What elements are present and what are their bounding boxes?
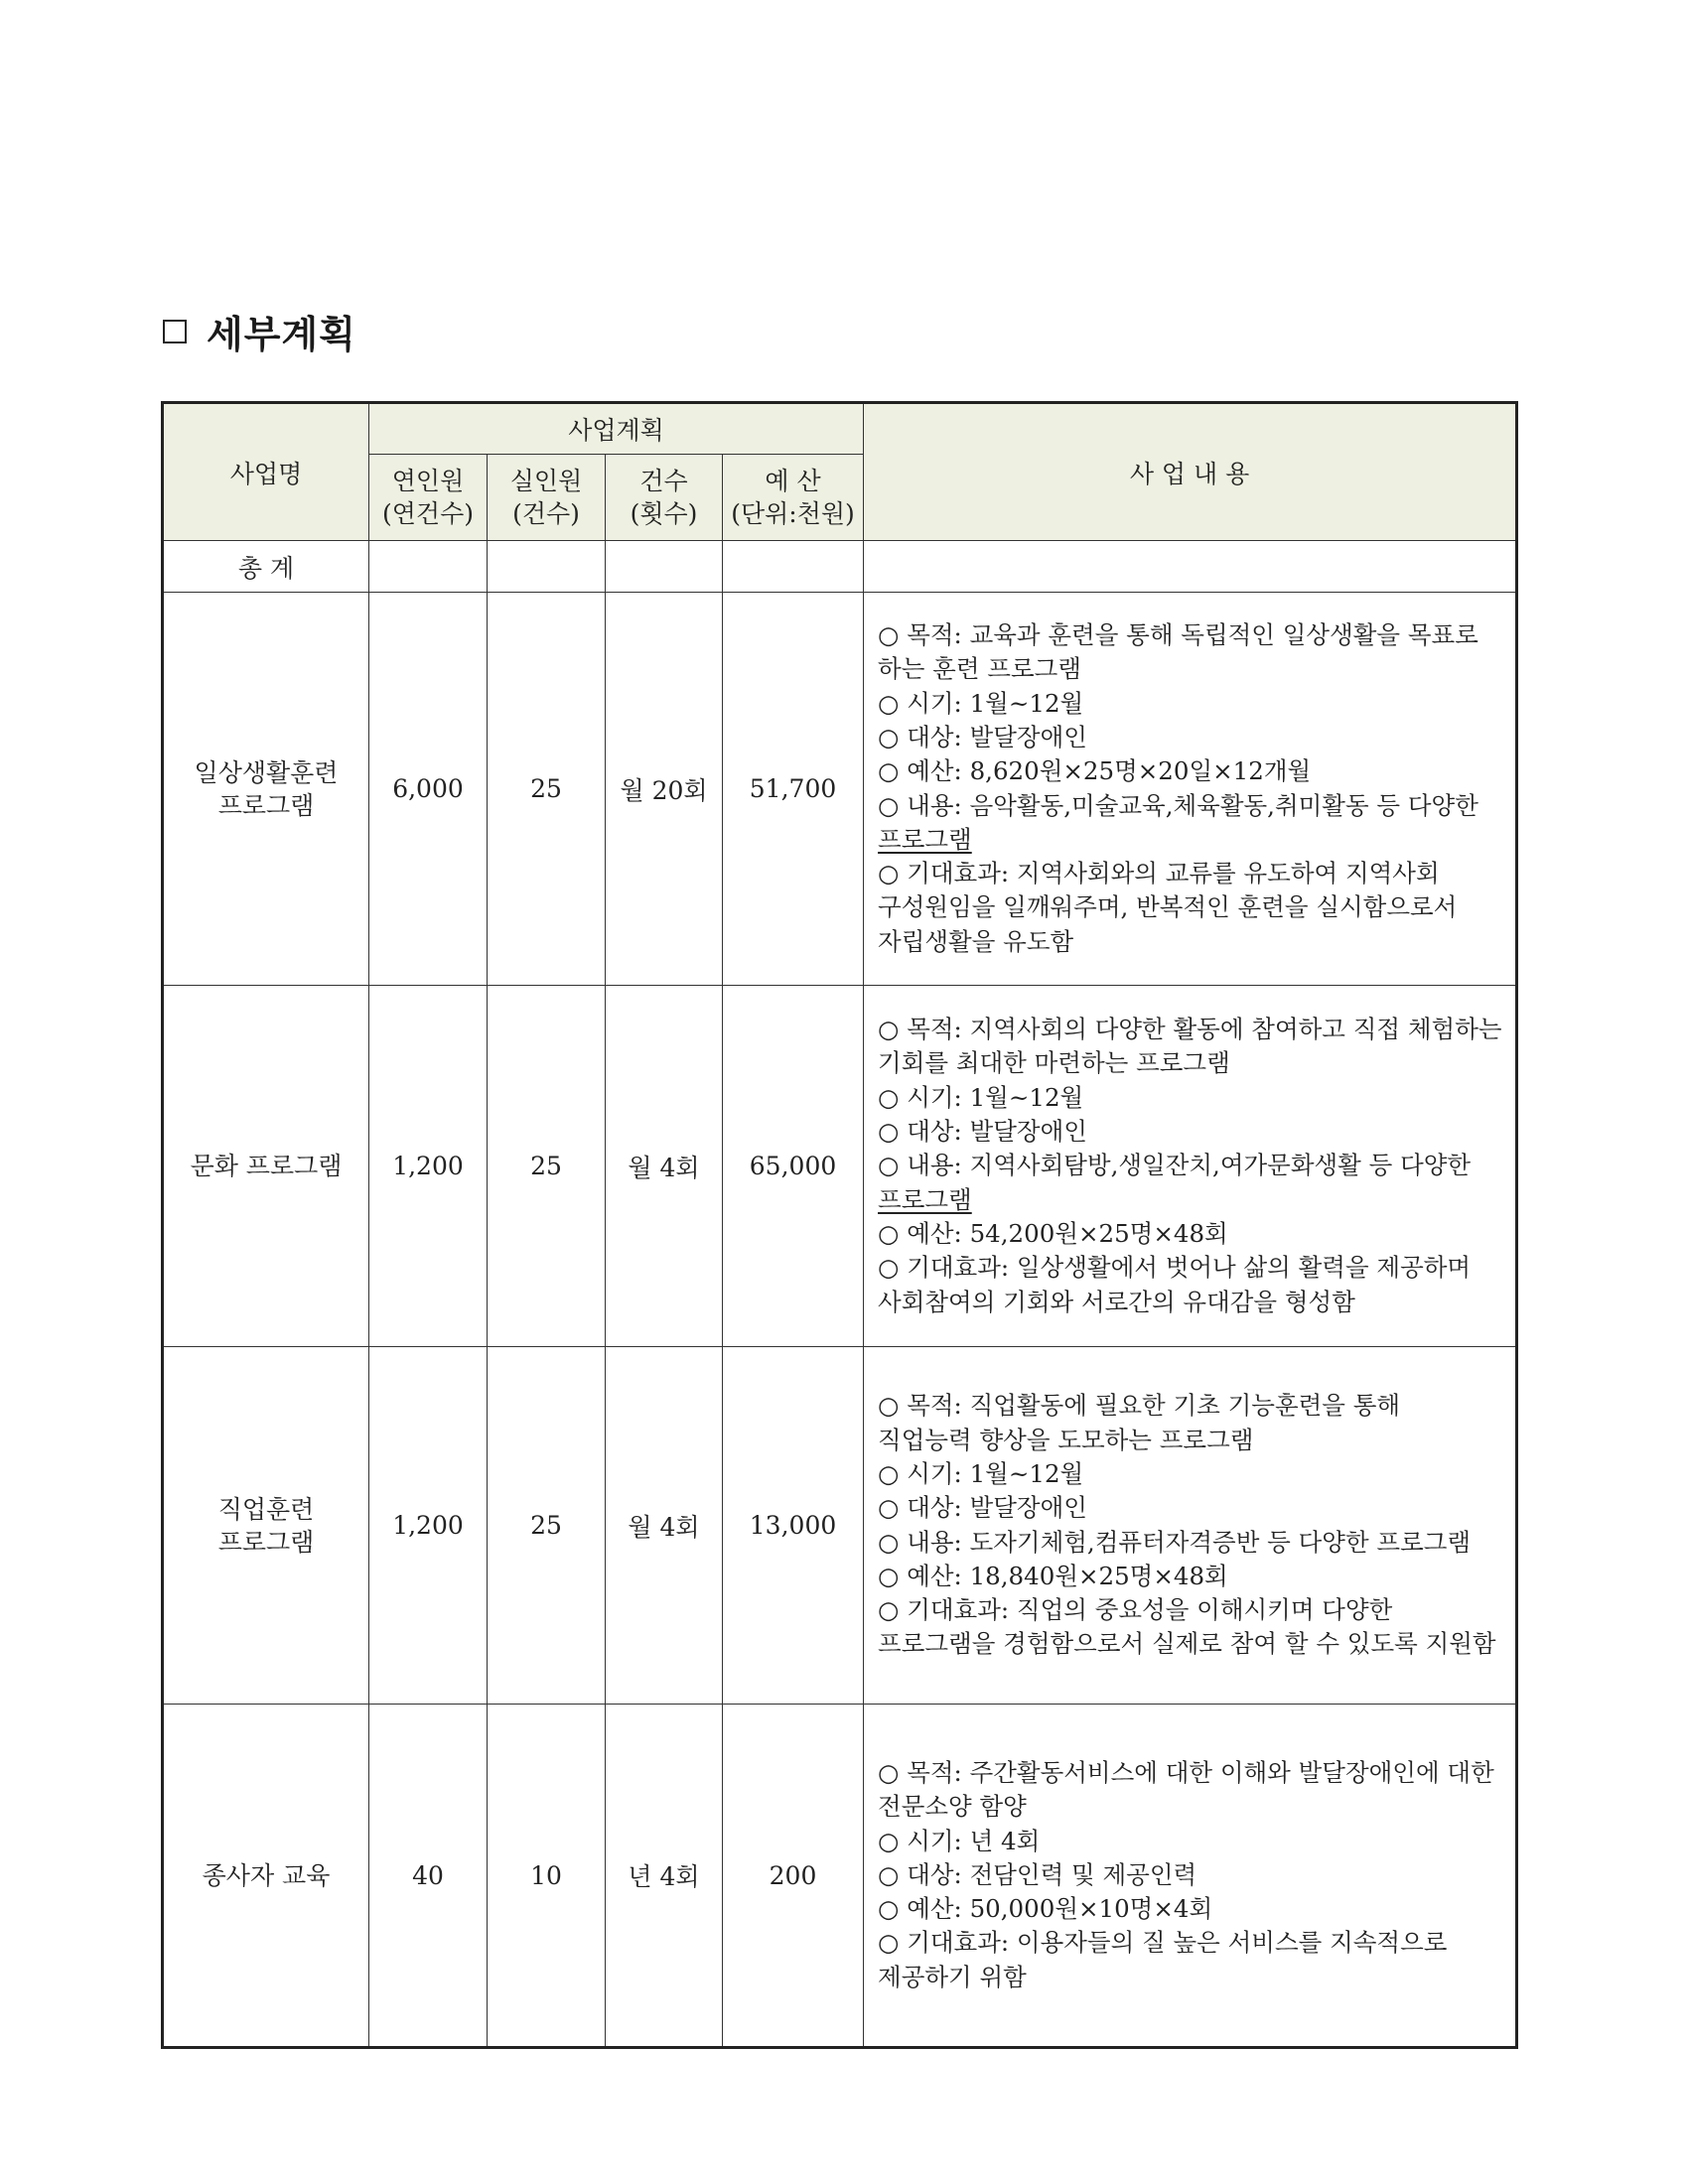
content-line: ○ 대상: 전담인력 및 제공인력 (878, 1859, 1197, 1889)
content-line: ○ 대상: 발달장애인 (878, 1117, 1087, 1147)
content-line: 제공하기 위함 (878, 1962, 1027, 1991)
header-annual-people: 연인원 (연건수) (369, 455, 488, 541)
budget: 13,000 (723, 1347, 864, 1705)
content-line: 하는 훈련 프로그램 (878, 654, 1081, 684)
content-line: ○ 내용: 도자기체험,컴퓨터자격증반 등 다양한 프로그램 (878, 1527, 1472, 1557)
content-line: 프로그램 (878, 1184, 972, 1214)
table-row (163, 986, 1517, 1347)
total-content (864, 541, 1517, 593)
count: 월 4회 (606, 986, 723, 1347)
table-row (163, 593, 1517, 986)
detailed-plan-table (161, 401, 1518, 2049)
header-plan-group: 사업계획 (369, 403, 864, 455)
content-line: 프로그램을 경험함으로서 실제로 참여 할 수 있도록 지원함 (878, 1629, 1496, 1659)
content-line: ○ 기대효과: 지역사회와의 교류를 유도하여 지역사회 (878, 859, 1440, 888)
table-row (163, 1347, 1517, 1705)
count: 월 4회 (606, 1347, 723, 1705)
program-name: 문화 프로그램 (163, 986, 369, 1347)
content-line: ○ 내용: 지역사회탐방,생일잔치,여가문화생활 등 다양한 (878, 1151, 1472, 1180)
total-actual (488, 541, 606, 593)
program-content (864, 1705, 1517, 2048)
content-line: ○ 대상: 발달장애인 (878, 722, 1087, 751)
actual-people: 25 (488, 1347, 606, 1705)
content-line: ○ 기대효과: 이용자들의 질 높은 서비스를 지속적으로 (878, 1928, 1448, 1958)
content-line: ○ 예산: 54,200원×25명×48회 (878, 1218, 1228, 1248)
content-line: ○ 예산: 18,840원×25명×48회 (878, 1561, 1228, 1590)
content-line: ○ 시기: 1월~12월 (878, 688, 1084, 718)
header-actual-people: 실인원 (건수) (488, 455, 606, 541)
program-content (864, 1347, 1517, 1705)
section-title: 세부계획 (207, 313, 356, 356)
content-line: ○ 대상: 발달장애인 (878, 1493, 1087, 1523)
content-line: ○ 시기: 년 4회 (878, 1826, 1041, 1855)
content-line: 직업능력 향상을 도모하는 프로그램 (878, 1425, 1254, 1454)
content-line: 기회를 최대한 마련하는 프로그램 (878, 1048, 1230, 1078)
annual-people: 1,200 (369, 986, 488, 1347)
program-name: 일상생활훈련 프로그램 (163, 593, 369, 986)
content-line: ○ 예산: 8,620원×25명×20일×12개월 (878, 756, 1312, 786)
content-line: ○ 기대효과: 일상생활에서 벗어나 삶의 활력을 제공하며 (878, 1253, 1472, 1283)
content-line: 사회참여의 기회와 서로간의 유대감을 형성함 (878, 1287, 1355, 1316)
content-line: ○ 목적: 직업활동에 필요한 기초 기능훈련을 통해 (878, 1391, 1401, 1421)
content-line: ○ 예산: 50,000원×10명×4회 (878, 1894, 1213, 1924)
budget: 51,700 (723, 593, 864, 986)
content-line: ○ 목적: 지역사회의 다양한 활동에 참여하고 직접 체험하는 (878, 1015, 1502, 1044)
program-content (864, 593, 1517, 986)
content-line: ○ 시기: 1월~12월 (878, 1082, 1084, 1112)
header-count: 건수 (횟수) (606, 455, 723, 541)
checkbox-icon (163, 320, 187, 343)
budget: 200 (723, 1705, 864, 2048)
content-line: 전문소양 함양 (878, 1792, 1027, 1822)
content-line: ○ 시기: 1월~12월 (878, 1458, 1084, 1488)
program-name: 직업훈련 프로그램 (163, 1347, 369, 1705)
content-line: 프로그램 (878, 824, 972, 854)
program-name: 종사자 교육 (163, 1705, 369, 2048)
program-content (864, 986, 1517, 1347)
header-program-name: 사업명 (163, 403, 369, 541)
header-content: 사 업 내 용 (864, 403, 1517, 541)
content-line: ○ 기대효과: 직업의 중요성을 이해시키며 다양한 (878, 1595, 1393, 1625)
actual-people: 25 (488, 593, 606, 986)
annual-people: 6,000 (369, 593, 488, 986)
count: 월 20회 (606, 593, 723, 986)
table-row (163, 1705, 1517, 2048)
total-label: 총 계 (163, 541, 369, 593)
total-budget (723, 541, 864, 593)
count: 년 4회 (606, 1705, 723, 2048)
content-line: ○ 목적: 주간활동서비스에 대한 이해와 발달장애인에 대한 (878, 1757, 1494, 1787)
content-line: 자립생활을 유도함 (878, 926, 1074, 956)
actual-people: 10 (488, 1705, 606, 2048)
section-heading (163, 304, 356, 358)
header-budget: 예 산 (단위:천원) (723, 455, 864, 541)
content-line: 구성원임을 일깨워주며, 반복적인 훈련을 실시함으로서 (878, 892, 1458, 922)
content-line: ○ 내용: 음악활동,미술교육,체육활동,취미활동 등 다양한 (878, 790, 1478, 820)
total-count (606, 541, 723, 593)
content-line: ○ 목적: 교육과 훈련을 통해 독립적인 일상생활을 목표로 (878, 620, 1478, 650)
annual-people: 1,200 (369, 1347, 488, 1705)
actual-people: 25 (488, 986, 606, 1347)
budget: 65,000 (723, 986, 864, 1347)
total-annual (369, 541, 488, 593)
annual-people: 40 (369, 1705, 488, 2048)
